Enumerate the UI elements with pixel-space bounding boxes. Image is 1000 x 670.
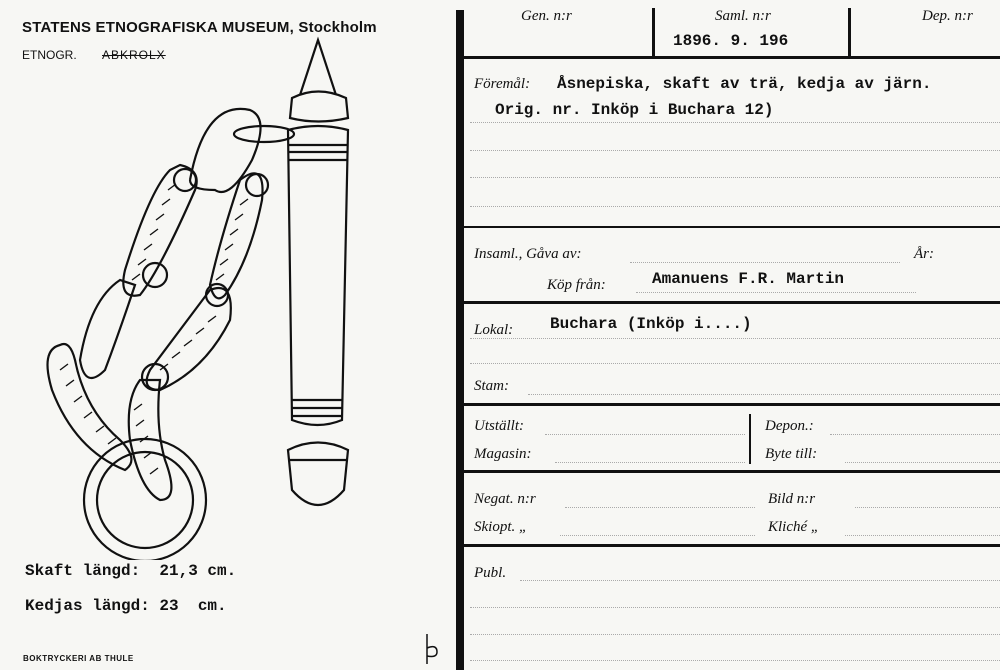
negative-nr-label: Negat. n:r: [474, 491, 536, 507]
row-line: [464, 301, 1000, 304]
dep-nr-label: Dep. n:r: [922, 8, 973, 24]
dotted-line: [830, 434, 1000, 435]
purchased-from-label: Köp från:: [547, 277, 606, 293]
dotted-line: [560, 535, 755, 536]
object-origin: Orig. nr. Inköp i Buchara 12): [495, 101, 774, 119]
dotted-line: [565, 507, 755, 508]
slide-label: Skiopt. „: [474, 519, 528, 535]
row-line: [464, 226, 1000, 228]
row-line: [464, 403, 1000, 406]
punch-mark-icon: [423, 634, 439, 664]
dotted-line: [545, 434, 745, 435]
chain-length: Kedjas längd: 23 cm.: [25, 597, 227, 615]
dotted-line: [636, 292, 916, 293]
dotted-line: [470, 660, 1000, 661]
year-label: År:: [914, 246, 934, 262]
dotted-line: [520, 580, 1000, 581]
dotted-line: [845, 535, 1000, 536]
picture-nr-label: Bild n:r: [768, 491, 816, 507]
handle-length: Skaft längd: 21,3 cm.: [25, 562, 237, 580]
dotted-line: [470, 363, 1000, 364]
saml-nr-label: Saml. n:r: [715, 8, 771, 24]
dotted-line: [528, 394, 1000, 395]
dotted-line: [470, 122, 1000, 123]
publication-label: Publ.: [474, 565, 507, 581]
header-divider-2: [848, 8, 851, 56]
form-divider: [456, 10, 464, 670]
locality-value: Buchara (Inköp i....): [550, 315, 752, 333]
printer-credit: BOKTRYCKERI AB THULE: [23, 654, 134, 663]
object-value: Åsnepiska, skaft av trä, kedja av järn.: [557, 75, 932, 93]
storage-label: Magasin:: [474, 446, 532, 462]
dotted-line: [470, 150, 1000, 151]
row-line: [464, 544, 1000, 547]
dotted-line: [470, 177, 1000, 178]
museum-title: STATENS ETNOGRAFISKA MUSEUM, Stockholm: [22, 19, 377, 36]
row-line: [464, 470, 1000, 473]
locality-label: Lokal:: [474, 322, 514, 338]
cliche-label: Kliché „: [768, 519, 820, 535]
header-divider-1: [652, 8, 655, 56]
dotted-line: [845, 462, 1000, 463]
whip-illustration: [30, 30, 410, 560]
dotted-line: [855, 507, 1000, 508]
row-line: [464, 56, 1000, 59]
dotted-line: [470, 338, 1000, 339]
exchange-label: Byte till:: [765, 446, 818, 462]
collected-label: Insaml., Gåva av:: [474, 246, 582, 262]
dotted-line: [630, 262, 900, 263]
department-label: ETNOGR.: [22, 48, 77, 62]
deposit-label: Depon.:: [765, 418, 814, 434]
department-struck-text: ABKROLX: [102, 48, 166, 62]
gen-nr-label: Gen. n:r: [521, 8, 572, 24]
dotted-line: [470, 206, 1000, 207]
tribe-label: Stam:: [474, 378, 509, 394]
exhibited-label: Utställt:: [474, 418, 525, 434]
dotted-line: [555, 462, 745, 463]
dotted-line: [470, 634, 1000, 635]
dotted-line: [470, 607, 1000, 608]
column-divider: [749, 414, 751, 464]
object-label: Föremål:: [474, 76, 531, 92]
saml-nr-value: 1896. 9. 196: [673, 32, 789, 50]
purchased-from-value: Amanuens F.R. Martin: [652, 270, 845, 288]
